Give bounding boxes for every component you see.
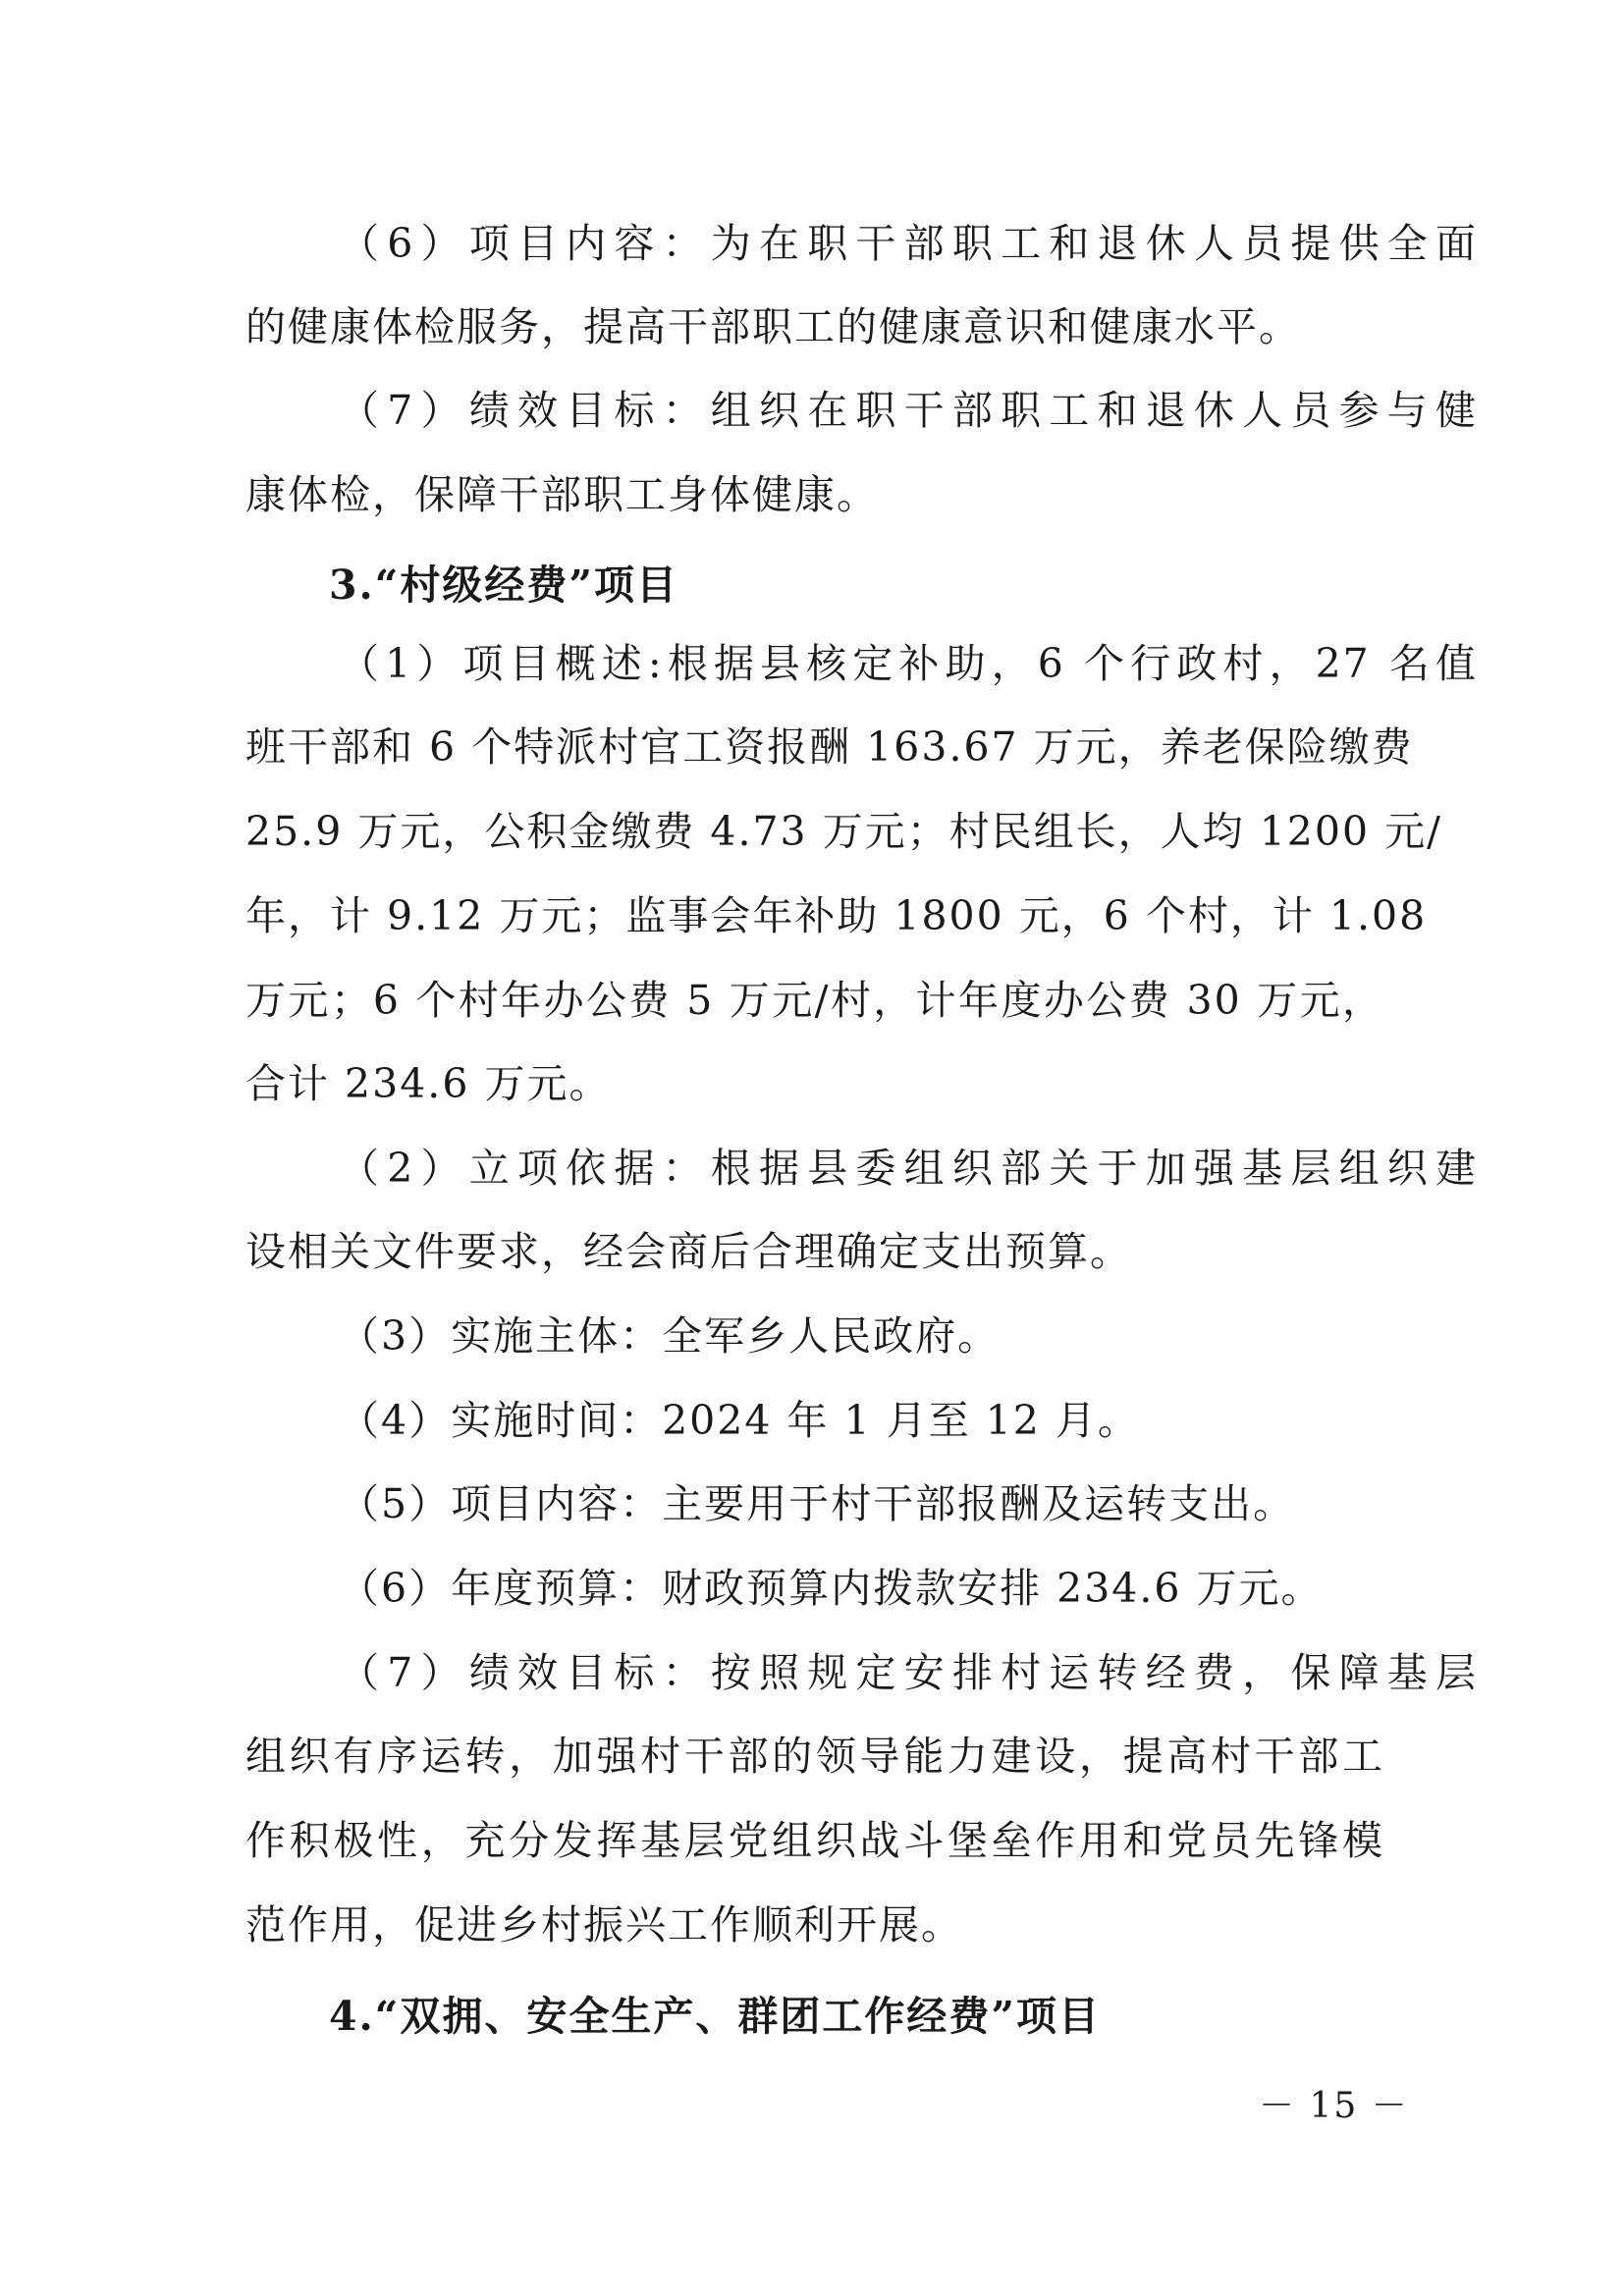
text-line: 组织有序运转，加强村干部的领导能力建设，提高村干部工	[245, 1733, 1384, 1780]
paragraph-village-time: （4）实施时间：2024 年 1 月至 12 月。	[339, 1397, 1140, 1444]
text-line: 康体检，保障干部职工身体健康。	[245, 471, 879, 518]
section-heading-4: 4.“双拥、安全生产、群团工作经费”项目	[329, 1993, 1101, 2040]
text-line: （6）项目内容：为在职干部职工和退休人员提供全面	[339, 220, 1478, 267]
text-line: 范作用，促进乡村振兴工作顺利开展。	[245, 1901, 963, 1949]
paragraph-village-content: （5）项目内容：主要用于村干部报酬及运转支出。	[339, 1480, 1296, 1527]
text-line: 年，计 9.12 万元；监事会年补助 1800 元，6 个村，计 1.08	[245, 892, 1428, 939]
text-line: （1）项目概述:根据县核定补助，6 个行政村，27 名值	[339, 640, 1478, 687]
text-line: （7）绩效目标：组织在职干部职工和退休人员参与健	[339, 387, 1478, 434]
paragraph-village-budget: （6）年度预算：财政预算内拨款安排 234.6 万元。	[339, 1565, 1324, 1612]
text-line: 的健康体检服务，提高干部职工的健康意识和健康水平。	[245, 303, 1301, 350]
text-line: 班干部和 6 个特派村官工资报酬 163.67 万元，养老保险缴费	[245, 723, 1414, 771]
text-line: （2）立项依据：根据县委组织部关于加强基层组织建	[339, 1145, 1478, 1192]
text-line: 设相关文件要求，经会商后合理确定支出预算。	[245, 1228, 1132, 1275]
text-line: 25.9 万元，公积金缴费 4.73 万元；村民组长，人均 1200 元/	[245, 808, 1442, 855]
text-line: 万元；6 个村年办公费 5 万元/村，计年度办公费 30 万元，	[245, 977, 1384, 1024]
paragraph-village-implementer: （3）实施主体：全军乡人民政府。	[339, 1312, 1001, 1360]
section-heading-3: 3.“村级经费”项目	[329, 561, 678, 609]
text-line: 作积极性，充分发挥基层党组织战斗堡垒作用和党员先锋模	[245, 1817, 1384, 1864]
page-number: － 15 －	[1259, 2086, 1409, 2126]
text-line: 合计 234.6 万元。	[245, 1060, 612, 1107]
text-line: （7）绩效目标：按照规定安排村运转经费，保障基层	[339, 1649, 1478, 1696]
